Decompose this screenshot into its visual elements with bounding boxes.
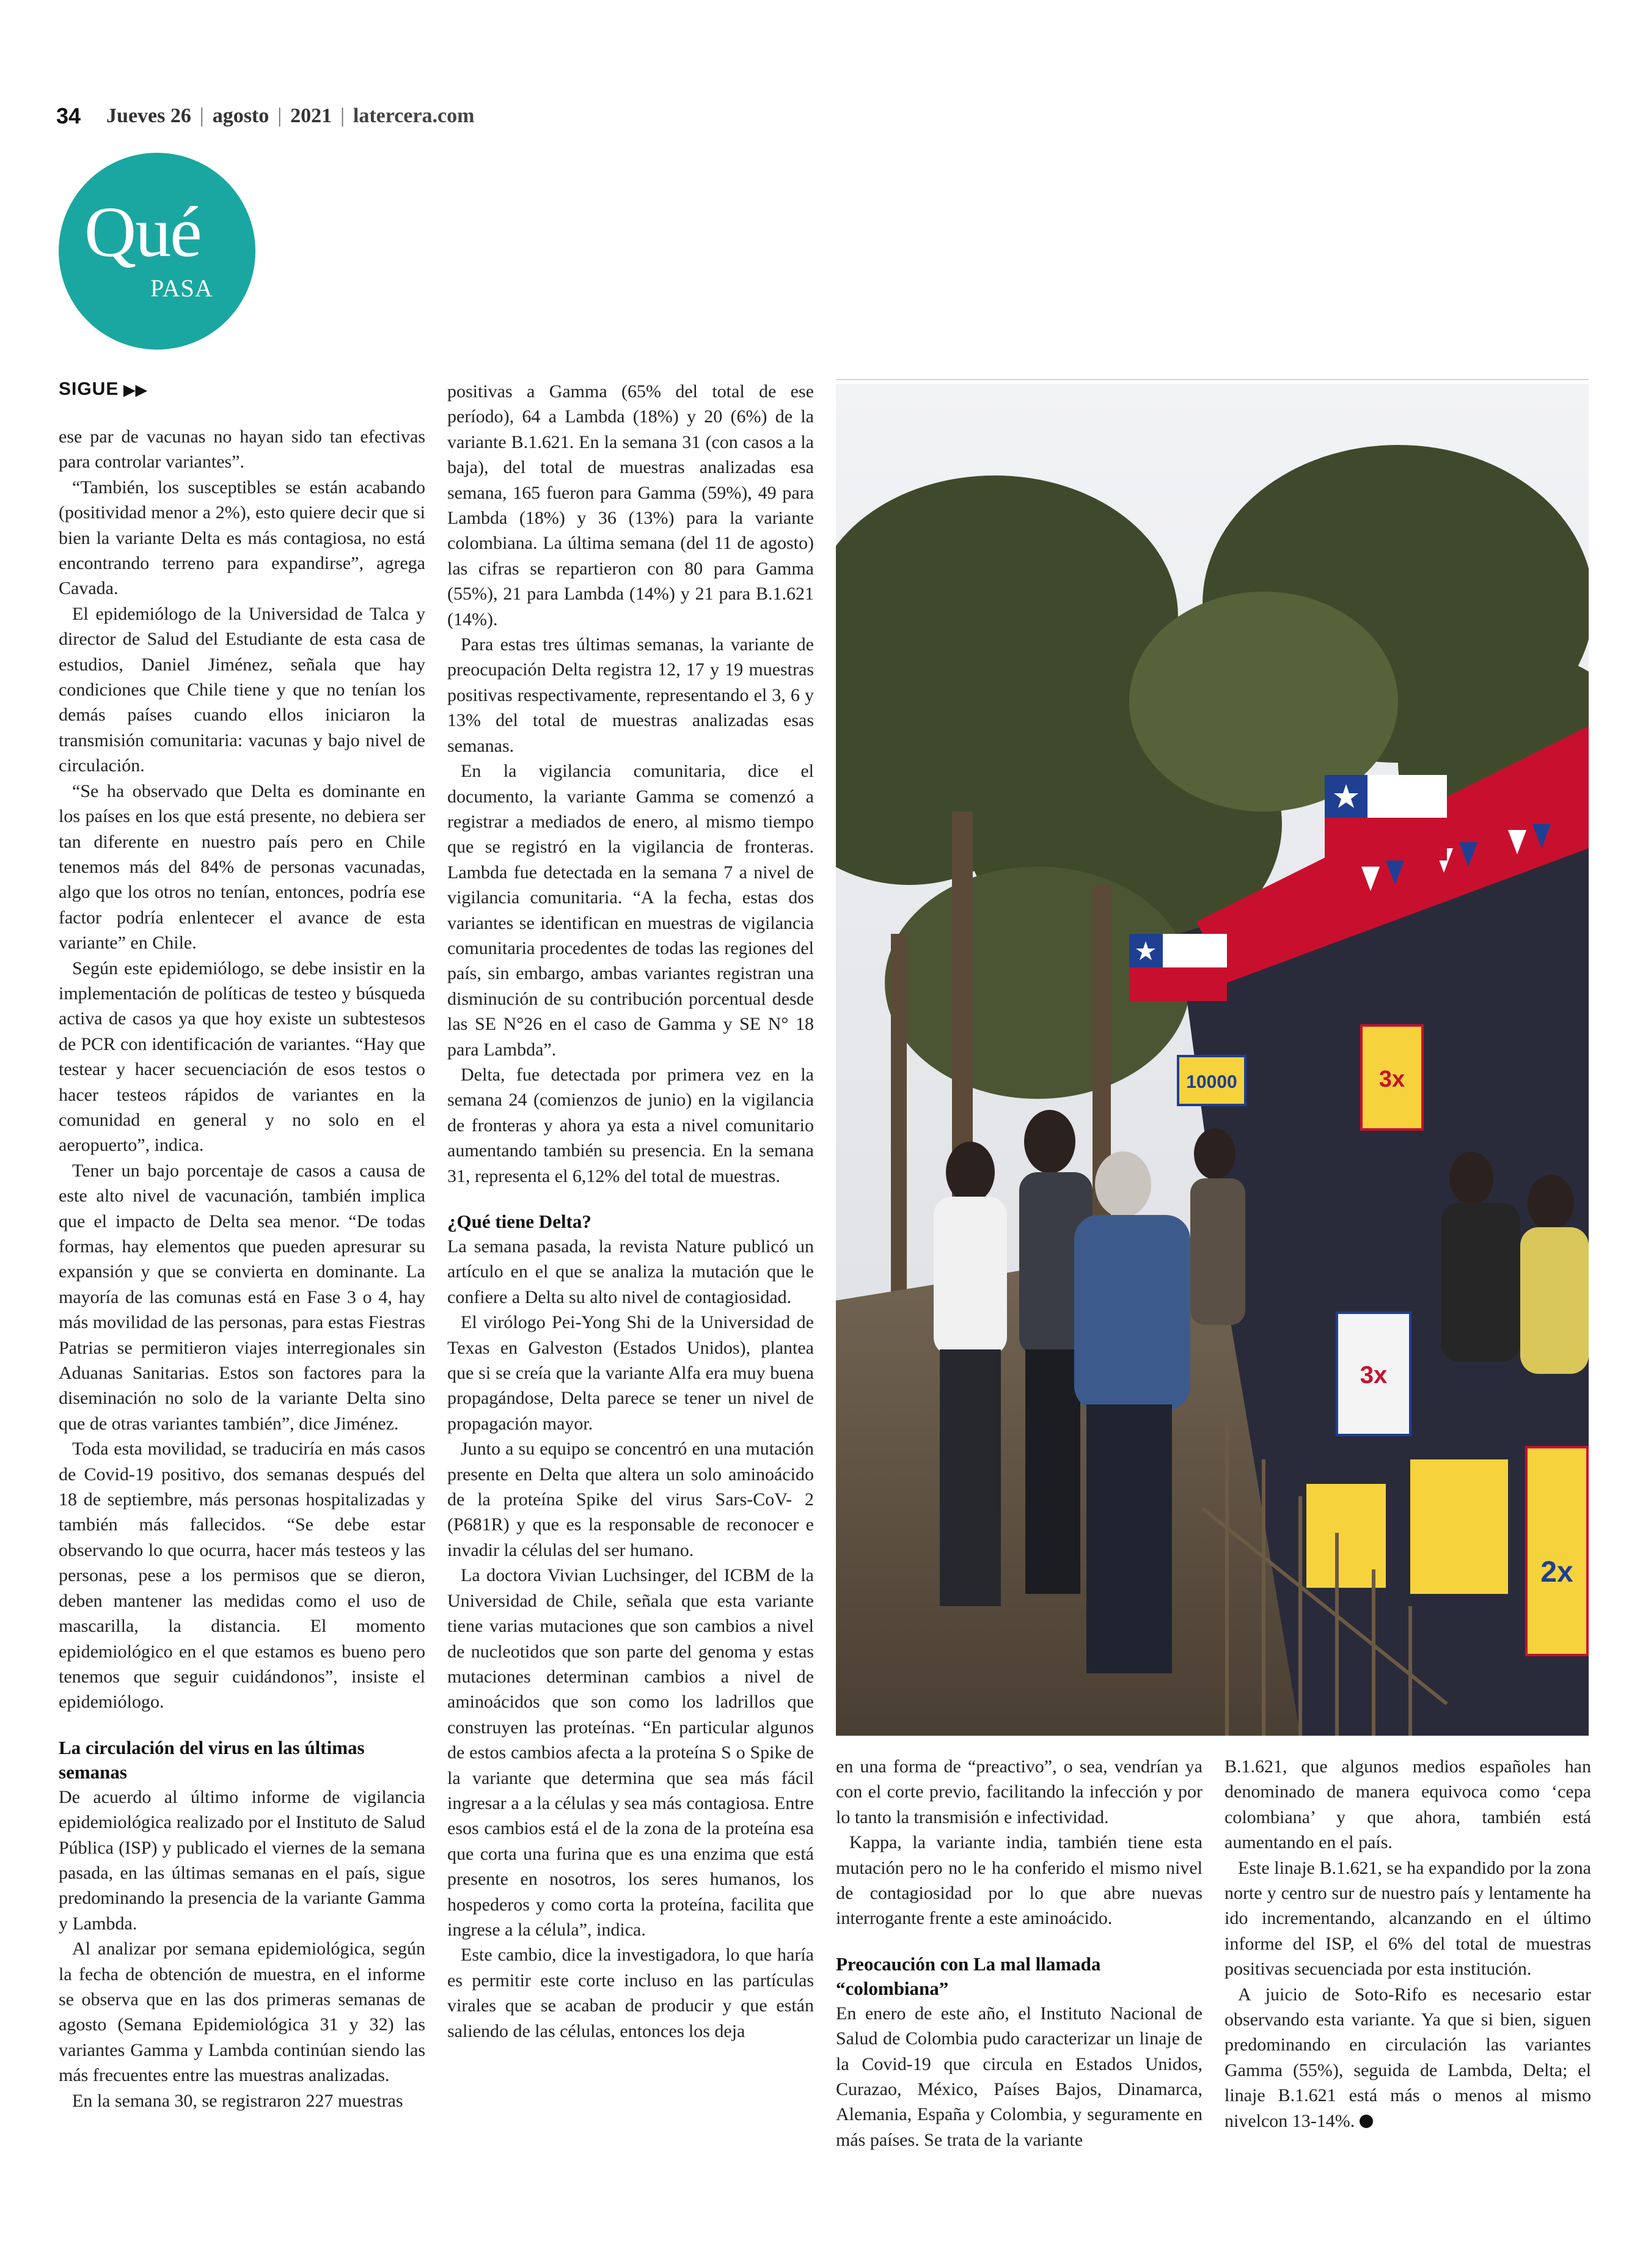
que-pasa-logo [59,153,255,350]
folio-separator: | [199,105,204,127]
article-column-1 [59,424,425,2113]
sign-text: 10000 [1186,1072,1237,1092]
paragraph: El epidemiólogo de la Universidad de Talca y director de Salud del Estudiante de esta casa de estudios, Daniel Jiménez, señala que hay condiciones que Chile tiene y que no tenían los demás países cuando ellos iniciaron la transmisión comunitaria: vacunas y bajo nivel de circulación. [59,603,425,776]
paragraph: ese par de vacunas no hayan sido tan efectivas para controlar variantes”. [59,427,425,472]
yellow-banner [1410,1459,1508,1594]
continued-arrows-icon: ▶▶ [123,382,148,398]
article-column-4 [1225,1754,1591,2134]
article-column-3 [836,1754,1203,2152]
paragraph [1225,1982,1591,2134]
folio-separator: | [340,105,345,127]
folio-site: latercera.com [353,105,475,127]
paragraph: El virólogo Pei-Yong Shi de la Universidad de Texas en Galveston (Estados Unidos), plantea que si se creía que la variante Alfa era muy buena propagándose, Delta parece se tener un nivel de propagación mayor. [447,1312,814,1434]
paragraph: Este linaje B.1.621, se ha expandido por la zona norte y centro sur de nuestro país y lentamente ha ido incrementando, alcanzando en el último informe del ISP, el 6% del total de muestras positivas secuenciada por esta institución. [1225,1857,1591,1980]
paragraph: “Se ha observado que Delta es dominante en los países en los que está presente, no debiera ser tan diferente en nuestro país pero en Chile tenemos más del 84% de personas vacunadas, algo que los otros no tenían, entonces, podría ese factor podría enlentecer el avance de esta variante” en Chile. [59,780,425,953]
chile-flag [1129,934,1227,1001]
paragraph: La semana pasada, la revista Nature publicó un artículo en el que se analiza la mutación que le confiere a Delta su alto nivel de contagiosidad. [447,1236,814,1307]
paragraph: Kappa, la variante india, también tiene esta mutación pero no le ha conferido el mismo nivel de contagiosidad por lo que abre nuevas interrogante frente a este aminoácido. [836,1832,1203,1929]
chile-flag [1325,775,1447,861]
subheading: La circulación del virus en las últimas semanas [59,1736,365,1783]
paragraph: Tener un bajo porcentaje de casos a causa de este alto nivel de vacunación, también implica que el impacto de Delta sea menor. “De todas formas, hay elementos que pueden apresurar su expansión y que se convierta en dominante. La mayoría de las comunas está en Fase 3 o 4, hay más movilidad de las personas, para estas Fiestras Patrias se permitieron viajes interregionales sin Aduanas Sanitarias. Estos son factores para la diseminación no solo de la variante Delta sino que de otras variantes también”, dice Jiménez. [59,1160,425,1434]
paragraph: B.1.621, que algunos medios españoles han denominado de manera equivoca como ‘cepa colombiana’ y que ahora, también está aumentando en el país. [1225,1756,1591,1853]
article-column-2 [447,379,814,2044]
paragraph: Para estas tres últimas semanas, la variante de preocupación Delta registra 12, 17 y 19 muestras positivas respectivamente, representando el 3, 6 y 13% del total de muestras analizadas esas semanas. [447,634,814,756]
folio-day: Jueves 26 [106,105,191,127]
continued-marker [59,379,147,400]
paragraph: Según este epidemiólogo, se debe insistir en la implementación de políticas de testeo y búsqueda activa de casos ya que hoy existe un subtestesos de PCR con identificación de variantes. “Hay que testear y hacer secuenciación de esos testos o hacer testeos rápidos de variantes en la comunidad en general y no solo en el aeropuerto”, indica. [59,958,425,1156]
price-sign [1526,1447,1587,1655]
page-folio [56,98,474,134]
subheading: Preocaución con La mal llamada “colombiana” [836,1953,1101,1999]
paragraph: De acuerdo al último informe de vigilancia epidemiológica realizado por el Instituto de Salud Pública (ISP) y publicado el viernes de la semana pasada, en las últimas semanas en el país, sigue predominando la presencia de la variante Gamma y Lambda. [59,1786,425,1934]
paragraph: Delta, fue detectada por primera vez en la semana 24 (comienzos de junio) en la vigilancia de fronteras y ahora ya esta a nivel comunitario aumentando también su presencia. En la semana 31, representa el 6,12% del total de muestras. [447,1064,814,1186]
paragraph: La doctora Vivian Luchsinger, del ICBM de la Universidad de Chile, señala que esta variante tiene varias mutaciones que son cambios a nivel de nucleotidos que son parte del genoma y estas mutaciones determinan cambios a nivel de aminoácidos que son como los ladrillos que construyen las proteínas. “En particular algunos de estos cambios afecta a la proteína S o Spike de la variante que determina que sea más fácil ingresar a a la células y sea más contagiosa. Entre esos cambios está el de la zona de la proteína esa que corta una furina que es una enzima que está presente en nosotros, los seres humanos, los hospederos y como corta la proteína, facilita que ingrese a la célula”, indica. [447,1565,814,1940]
paragraph: En enero de este año, el Instituto Nacional de Salud de Colombia pudo caracterizar un linaje de la Covid-19 que circula en Estados Unidos, Curazao, México, Países Bajos, Dinamarca, Alemania, España y Colombia, y seguramente en más países. Se trata de la variante [836,2003,1203,2150]
price-sign [1361,1026,1422,1129]
continued-label: SIGUE [59,379,119,399]
paragraph: Toda esta movilidad, se traduciría en más casos de Covid-19 positivo, dos semanas después del 18 de septiembre, más personas hospitalizadas y también más fallecidos. “Se debe estar observando lo que ocurra, hacer más testeos y las personas, pese a los permisos que se dieron, deben mantener las medidas como el uso de mascarilla, la distancia. El momento epidemiológico en el que estamos es bueno pero tenemos que seguir cuidándonos”, insiste el epidemiólogo. [59,1439,425,1712]
folio-separator: | [277,105,282,127]
paragraph: en una forma de “preactivo”, o sea, vendrían ya con el corte previo, facilitando la infección y por lo tanto la transmisión e infectividad. [836,1756,1203,1827]
folio-year: 2021 [290,105,332,127]
paragraph: Junto a su equipo se concentró en una mutación presente en Delta que altera un solo aminoácido de la proteína Spike del virus Sars-CoV- 2 (P681R) y que es la responsable de reconocer e invadir la células del ser humano. [447,1439,814,1560]
paragraph: En la vigilancia comunitaria, dice el documento, la variante Gamma se comenzó a registrar a mediados de enero, al mismo tiempo que se registró en la vigilancia de fronteras. Lambda fue detectada en la semana 7 a nivel de vigilancia comunitaria. “A la fecha, estas dos variantes se identifican en muestras de vigilancia comunitaria procedentes de todas las regiones del país, sin embargo, ambas variantes registran una disminución de su contribución porcentual desde las SE N°26 en el caso de Gamma y SE N° 18 para Lambda”. [447,761,814,1060]
subheading: ¿Qué tiene Delta? [447,1211,591,1232]
paragraph: Este cambio, dice la investigadora, lo que haría es permitir este corte incluso en las partículas virales que se acaban de producir y que están saliendo de las células, entonces los deja [447,1945,814,2041]
paragraph: Al analizar por semana epidemiológica, según la fecha de obtención de muestra, en el informe se observa que en las dos primeras semanas de agosto (Semana Epidemiológica 31 y 32) las variantes Gamma y Lambda continúan siendo las más frecuentes entre las muestras analizadas. [59,1939,425,2086]
paragraph: positivas a Gamma (65% del total de ese período), 64 a Lambda (18%) y 20 (6%) de la variante B.1.621. En la semana 31 (con casos a la baja), del total de muestras analizadas esa semana, 165 fueron para Gamma (59%), 49 para Lambda (18%) y 36 (13%) para la variante colombiana. La última semana (del 11 de agosto) las cifras se repartieron con 80 para Gamma (55%), 21 para Lambda (14%) y 21 para B.1.621 (14%). [447,381,814,629]
logo-pasa-text: PASA [150,274,213,302]
price-sign [1337,1313,1410,1435]
price-sign [1178,1056,1245,1105]
paragraph-text: A juicio de Soto-Rifo es necesario estar observando esta variante. Ya que si bien, siguen predominando en circulación las variantes Gamma (55%), seguida de Lambda, Delta; el linaje B.1.621 está más o menos al mismo nivelcon 13-14%. [1225,1984,1591,2131]
article-end-icon [1360,2115,1373,2128]
page-number: 34 [56,103,81,128]
sign-text: 2x [1540,1556,1573,1588]
folio-month: agosto [212,105,269,127]
sign-text: 3x [1378,1066,1405,1092]
logo-que-text: Qué [84,192,201,272]
photo-illustration [836,384,1589,1736]
photo-top-rule [836,379,1589,380]
paragraph: En la semana 30, se registraron 227 muestras [72,2090,403,2111]
fonda-market-photo [836,384,1589,1736]
paragraph: “También, los susceptibles se están acabando (positividad menor a 2%), esto quiere decir que si bien la variante Delta es más contagiosa, no está encontrando terreno para expandirse”, agrega Cavada. [59,477,425,599]
sign-text: 3x [1360,1362,1388,1389]
